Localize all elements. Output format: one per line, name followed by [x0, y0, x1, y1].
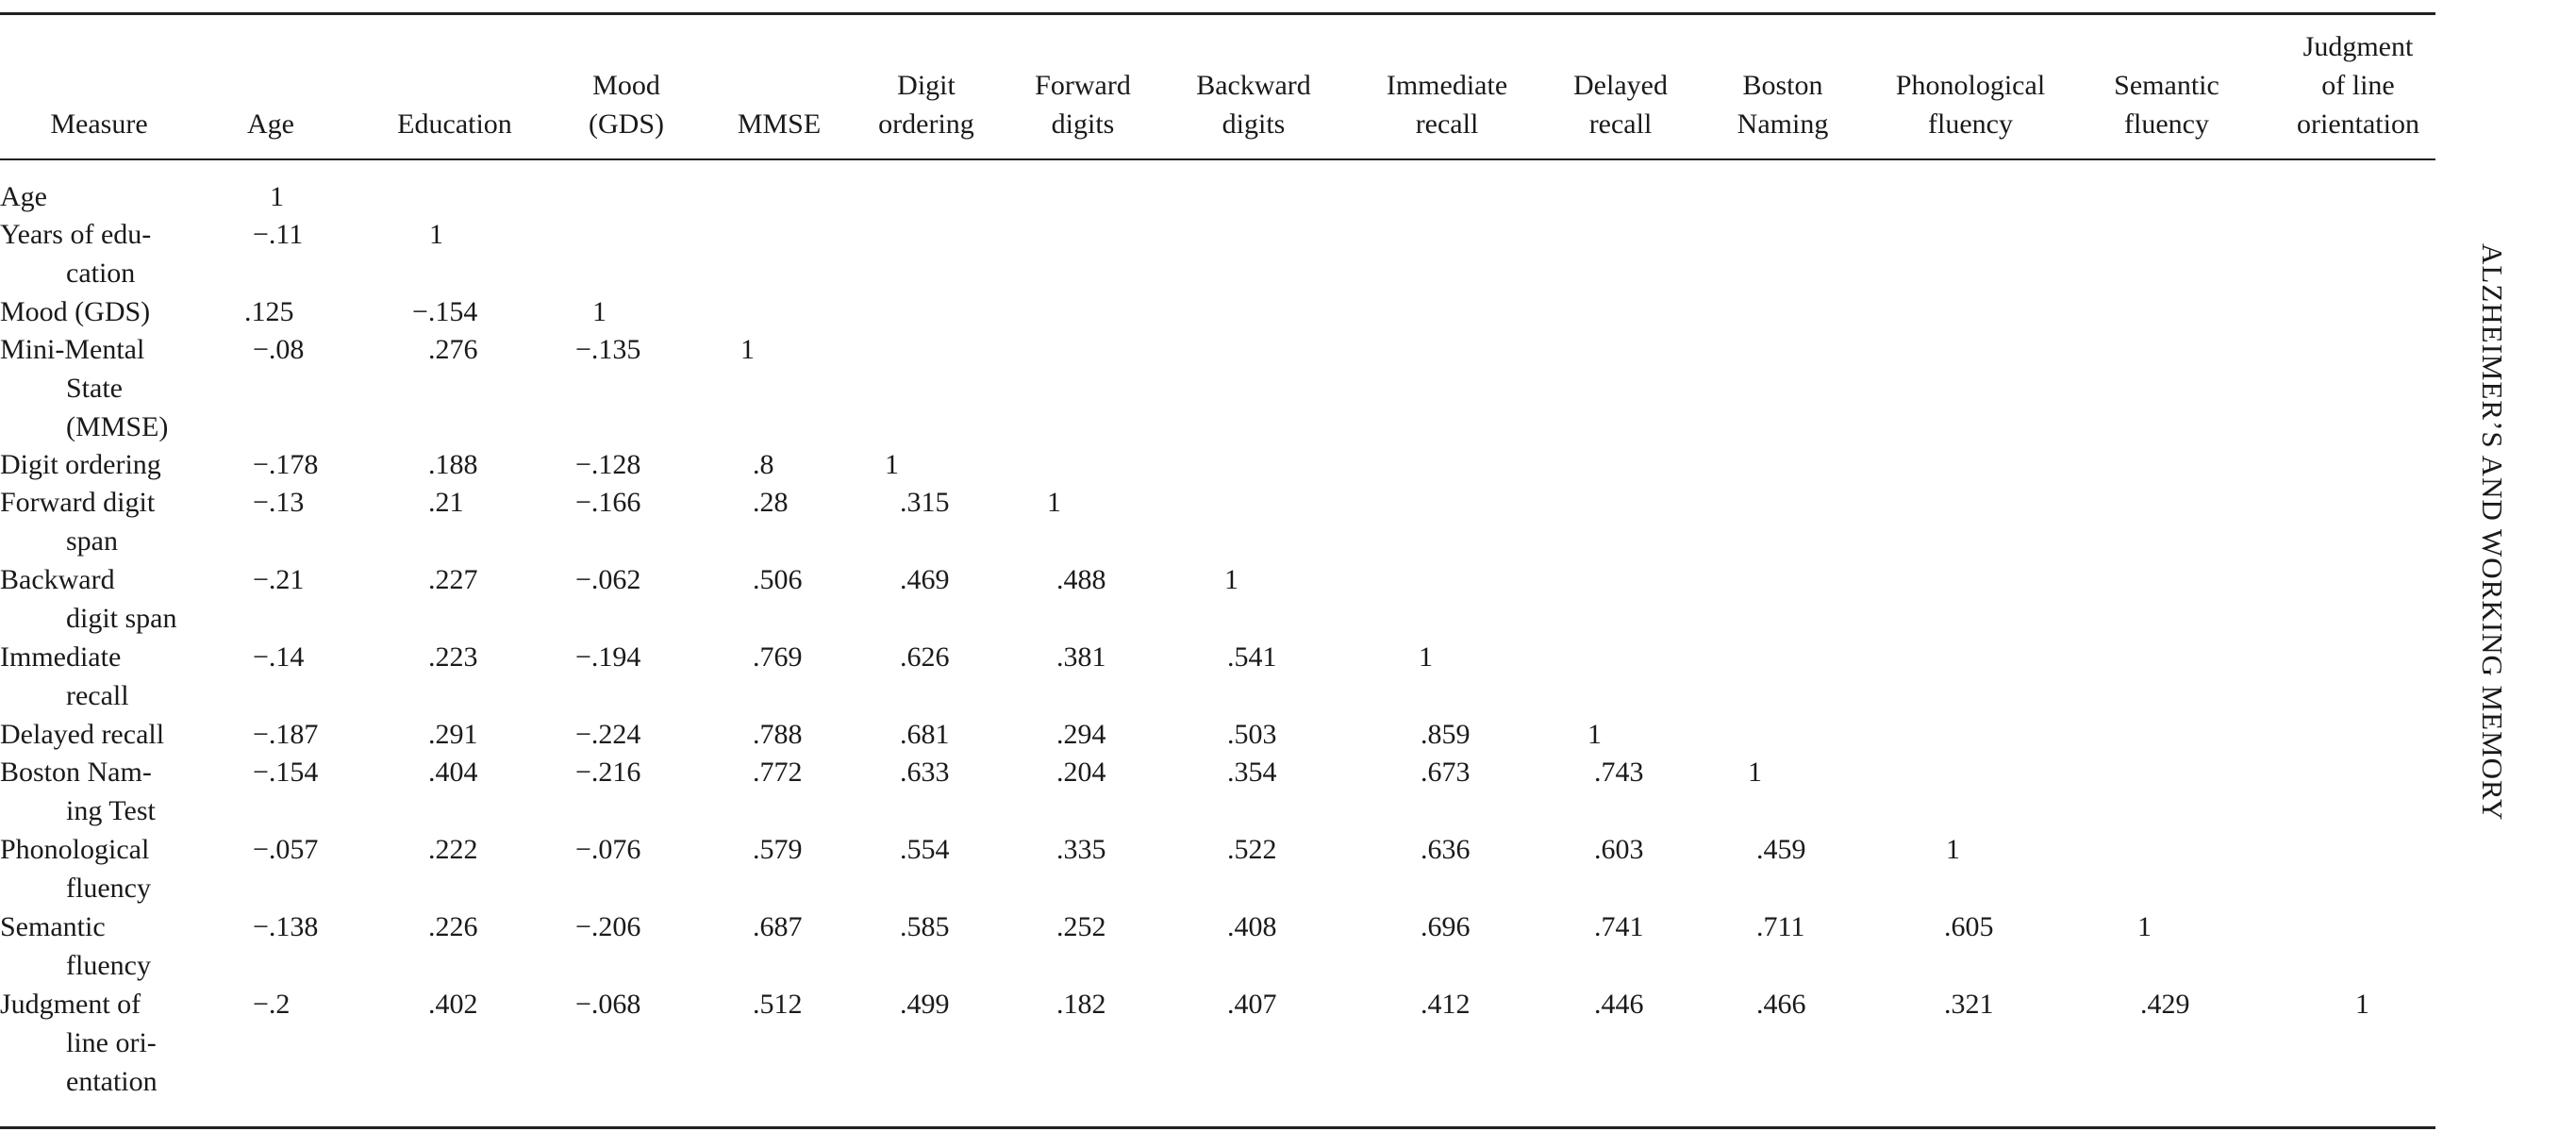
table-cell: .21 [428, 487, 464, 518]
column-header-line: Semantic [2114, 70, 2219, 101]
row-label [0, 215, 151, 292]
row-label-line: Mini-Mental [0, 334, 145, 365]
table-cell: .469 [900, 564, 950, 595]
table-cell: −.068 [575, 989, 641, 1020]
column-header-line: Backward [1196, 70, 1311, 101]
table-cell: .579 [753, 834, 803, 865]
column-header [723, 19, 836, 143]
column-header-line: Digit [897, 70, 956, 101]
table-cell: .696 [1421, 911, 1471, 942]
table-cell: .335 [1056, 834, 1106, 865]
table-cell: .321 [1944, 989, 1994, 1020]
row-label-line: Forward digit [0, 487, 156, 518]
table-cell: .772 [753, 757, 803, 788]
table-cell: .252 [1056, 911, 1106, 942]
table-cell: .859 [1421, 719, 1471, 750]
table-cell: .743 [1594, 757, 1644, 788]
table-cell: −.224 [575, 719, 641, 750]
table-cell: .488 [1056, 564, 1106, 595]
table-cell: .503 [1227, 719, 1277, 750]
table-cell: .381 [1056, 641, 1106, 673]
column-header-line: Delayed [1573, 70, 1668, 101]
row-label [0, 292, 150, 331]
table-cell: .402 [428, 989, 478, 1020]
table-cell: .769 [753, 641, 803, 673]
table-cell: .412 [1421, 989, 1471, 1020]
table-cell: −.216 [575, 757, 641, 788]
row-label [0, 483, 155, 560]
column-header [379, 19, 530, 143]
table-cell: .711 [1756, 911, 1805, 942]
table-cell: 1 [1748, 757, 1762, 788]
row-label-line: ing Test [66, 795, 156, 826]
column-header-line: Mood [592, 70, 660, 101]
table-cell: .673 [1421, 757, 1471, 788]
table-cell: 1 [885, 449, 899, 480]
table-cell: .404 [428, 757, 478, 788]
column-header-line: Phonological [1895, 70, 2046, 101]
column-header [860, 19, 992, 143]
table-cell: 1 [740, 334, 755, 365]
table-cell: 1 [429, 219, 443, 250]
table-cell: .188 [428, 449, 478, 480]
column-header-line: recall [1415, 108, 1479, 140]
column-header-line: digits [1222, 108, 1286, 140]
row-label-line: Backward [0, 564, 115, 595]
column-header-line: Measure [50, 108, 148, 140]
table-cell: 1 [270, 181, 284, 212]
row-label [0, 715, 164, 754]
column-header-line: ordering [878, 108, 974, 140]
row-label-line: State [66, 373, 123, 404]
table-cell: −.138 [253, 911, 319, 942]
table-cell: .741 [1594, 911, 1644, 942]
row-label-line: entation [66, 1066, 158, 1097]
table-cell: 1 [2137, 911, 2152, 942]
row-label-line: Delayed recall [0, 719, 165, 750]
table-cell: −.128 [575, 449, 641, 480]
table-top-rule [0, 12, 2435, 15]
row-label-line: Phonological [0, 834, 150, 865]
table-cell: .315 [900, 487, 950, 518]
running-head: ALZHEIMER’S AND WORKING MEMORY [2476, 243, 2509, 822]
table-cell: .226 [428, 911, 478, 942]
row-label-line: Semantic [0, 911, 106, 942]
column-header-line: Naming [1737, 108, 1829, 140]
table-cell: −.154 [253, 757, 319, 788]
table-cell: .408 [1227, 911, 1277, 942]
table-cell: .687 [753, 911, 803, 942]
table-cell: −.14 [253, 641, 305, 673]
table-cell: .603 [1594, 834, 1644, 865]
column-header-line: MMSE [737, 108, 822, 140]
column-header-line: digits [1051, 108, 1115, 140]
row-label-line: cation [66, 258, 136, 289]
column-header-line: Immediate [1386, 70, 1508, 101]
row-label-line: Age [0, 181, 47, 212]
table-cell: .204 [1056, 757, 1106, 788]
row-label-line: fluency [66, 873, 151, 904]
column-header-line: Forward [1035, 70, 1131, 101]
column-header [1871, 19, 2069, 143]
column-header-line: recall [1588, 108, 1653, 140]
table-cell: −.178 [253, 449, 319, 480]
table-cell: .182 [1056, 989, 1106, 1020]
column-header-line: of line [2321, 70, 2395, 101]
table-cell: −.206 [575, 911, 641, 942]
column-header [574, 19, 678, 143]
row-label [0, 177, 47, 216]
table-cell: .554 [900, 834, 950, 865]
column-header-line: Boston [1742, 70, 1823, 101]
table-cell: .8 [753, 449, 774, 480]
table-cell: .633 [900, 757, 950, 788]
table-cell: .407 [1227, 989, 1277, 1020]
row-label-line: (MMSE) [66, 411, 169, 442]
table-cell: −.187 [253, 719, 319, 750]
table-cell: .291 [428, 719, 478, 750]
row-label-line: Mood (GDS) [0, 296, 151, 327]
table-cell: −.057 [253, 834, 319, 865]
table-cell: .788 [753, 719, 803, 750]
column-header-line: fluency [2124, 108, 2209, 140]
table-cell: .446 [1594, 989, 1644, 1020]
table-cell: .512 [753, 989, 803, 1020]
table-cell: .636 [1421, 834, 1471, 865]
table-cell: 1 [1587, 719, 1602, 750]
table-cell: .354 [1227, 757, 1277, 788]
header-rule [0, 158, 2435, 160]
table-cell: 1 [1419, 641, 1433, 673]
row-label [0, 753, 156, 830]
table-cell: .276 [428, 334, 478, 365]
row-label-line: Immediate [0, 641, 122, 673]
row-label-line: Digit ordering [0, 449, 161, 480]
row-label-line: fluency [66, 950, 151, 981]
row-label-line: Judgment of [0, 989, 141, 1020]
table-cell: −.13 [253, 487, 305, 518]
table-cell: 1 [1047, 487, 1061, 518]
table-cell: .222 [428, 834, 478, 865]
row-label [0, 638, 129, 715]
table-cell: .522 [1227, 834, 1277, 865]
row-label-line: recall [66, 680, 129, 711]
table-cell: 1 [1946, 834, 1960, 865]
table-cell: .499 [900, 989, 950, 1020]
table-cell: −.062 [575, 564, 641, 595]
column-header [1721, 19, 1844, 143]
column-header-line: Education [397, 108, 512, 140]
row-label [0, 560, 177, 638]
table-cell: 1 [1224, 564, 1238, 595]
table-cell: .506 [753, 564, 803, 595]
table-cell: −.2 [253, 989, 291, 1020]
row-label-line: line ori- [66, 1027, 157, 1058]
table-cell: −.166 [575, 487, 641, 518]
column-header [2264, 19, 2452, 143]
row-label-line: span [66, 525, 118, 557]
table-cell: .585 [900, 911, 950, 942]
column-header [1178, 19, 1329, 143]
table-cell: 1 [592, 296, 607, 327]
column-header-line: Age [247, 108, 294, 140]
table-cell: .125 [244, 296, 294, 327]
row-label [0, 985, 158, 1101]
column-header [1362, 19, 1532, 143]
column-header-line: orientation [2297, 108, 2419, 140]
table-cell: −.194 [575, 641, 641, 673]
column-header [1559, 19, 1682, 143]
table-bottom-rule [0, 1126, 2435, 1129]
table-cell: −.21 [253, 564, 305, 595]
row-label [0, 330, 168, 446]
table-cell: .466 [1756, 989, 1806, 1020]
table-cell: 1 [2355, 989, 2369, 1020]
table-cell: −.08 [253, 334, 305, 365]
row-label-line: digit span [66, 603, 177, 634]
column-header [219, 19, 323, 143]
column-header-line: Judgment [2302, 31, 2414, 62]
table-cell: .459 [1756, 834, 1806, 865]
column-header [5, 19, 193, 143]
row-label [0, 830, 151, 907]
row-label-line: Years of edu- [0, 219, 152, 250]
table-cell: .605 [1944, 911, 1994, 942]
table-cell: .28 [753, 487, 789, 518]
row-label [0, 445, 161, 484]
table-cell: .626 [900, 641, 950, 673]
table-cell: .227 [428, 564, 478, 595]
column-header-line: fluency [1928, 108, 2013, 140]
row-label [0, 907, 151, 985]
table-cell: .541 [1227, 641, 1277, 673]
table-cell: .223 [428, 641, 478, 673]
table-cell: −.076 [575, 834, 641, 865]
column-header-line: (GDS) [589, 108, 664, 140]
column-header [1017, 19, 1149, 143]
table-cell: −.11 [253, 219, 304, 250]
row-label-line: Boston Nam- [0, 757, 152, 788]
table-cell: −.135 [575, 334, 641, 365]
table-cell: .681 [900, 719, 950, 750]
table-cell: −.154 [412, 296, 478, 327]
table-cell: .294 [1056, 719, 1106, 750]
table-cell: .429 [2140, 989, 2190, 1020]
column-header [2091, 19, 2242, 143]
